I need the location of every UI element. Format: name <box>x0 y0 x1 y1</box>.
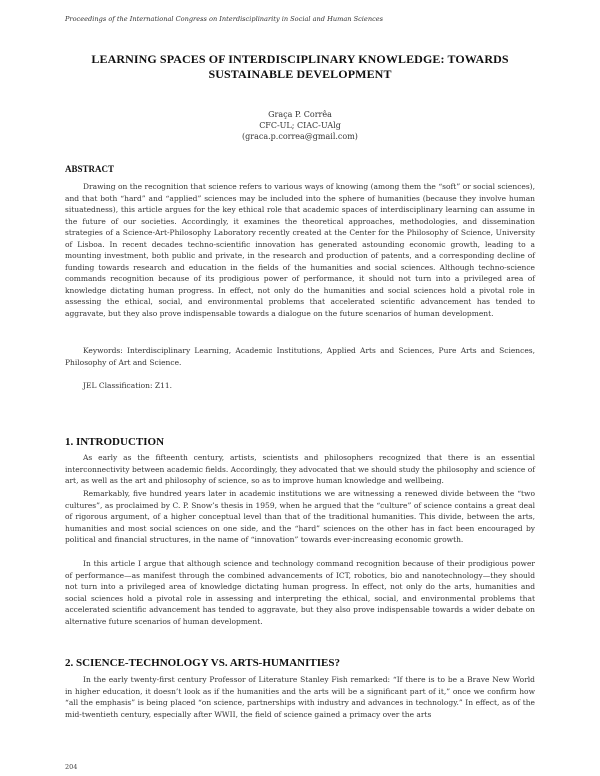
author-block <box>65 109 535 142</box>
running-head: Proceedings of the International Congress on Interdisciplinarity in Social and Human Sciences <box>65 15 384 23</box>
keywords: Keywords: Interdisciplinary Learning, Academic Institutions, Applied Arts and Sciences, Pure Arts and Sciences, Philosophy of Art and Science. <box>65 346 535 367</box>
author-affiliation: CFC-UL; CIAC-UAlg <box>259 121 341 130</box>
author-email: (graca.p.correa@gmail.com) <box>242 132 358 141</box>
paper-title <box>65 52 535 82</box>
title-line: LEARNING SPACES OF INTERDISCIPLINARY KNOWLEDGE: TOWARDS <box>91 52 509 66</box>
body-paragraph: In this article I argue that although science and technology command recognition because of their prodigious power of performance—as manifest through the combined advancements of ICT, robotics, bio and nanotechnology—they should not turn into a privileged area of knowledge dictating human progress. In effect, not only do the arts, humanities and social sciences hold a pivotal role in assessing and interpreting the ethical, social, and environmental problems that accelerated scientific advancement has tended to aggravate, but they also prove indispensable towards a wider debate on alternative future scenarios of human development. <box>65 559 535 626</box>
section-heading-introduction: 1. INTRODUCTION <box>65 436 165 448</box>
section-heading-science-technology: 2. SCIENCE-TECHNOLOGY VS. ARTS-HUMANITIES? <box>65 657 340 669</box>
body-paragraph: Remarkably, five hundred years later in academic institutions we are witnessing a renewed divide between the “two cultures”, as proclaimed by C. P. Snow’s thesis in 1959, when he argued that the “culture” of science contains a great deal of rigorous argument, of a higher conceptual level than that of the traditional humanities. This divide, between the arts, humanities and most social sciences on one side, and the “hard” sciences on the other has in fact been encouraged by political and financial structures, in the name of “innovation” towards ever-increasing economic growth. <box>65 489 535 544</box>
body-paragraph: In the early twenty-first century Professor of Literature Stanley Fish remarked: “If there is to be a Brave New World in higher education, it doesn’t look as if the humanities and the arts will be a significant part of it,” once we confirm how “all the emphasis” is being placed “on science, partnerships with industry and advances in technology.” In effect, as of the mid-twentieth century, especially after WWII, the field of science gained a primacy over the arts <box>65 675 535 719</box>
title-line: SUSTAINABLE DEVELOPMENT <box>208 67 392 81</box>
body-paragraph: As early as the fifteenth century, artists, scientists and philosophers recognized that there is an essential interconnectivity between academic fields. Accordingly, they advocated that we should study the philosophy and science of art, as well as the art and philosophy of science, so as to improve human knowledge and wellbeing. <box>65 453 535 485</box>
page-number: 204 <box>65 763 78 771</box>
jel-classification: JEL Classification: Z11. <box>83 381 173 390</box>
abstract-text: Drawing on the recognition that science refers to various ways of knowing (among them the “soft” or social sciences), and that both “hard” and “applied” sciences may be included into the sphere of humanities (because they involve human situatedness), this article argues for the key ethical role that academic spaces of interdisciplinary learning can assume in the future of our societies. Accordingly, it examines the theoretical approaches, methodologies, and dissemination strategies of a Science-Art-Philosophy Laboratory recently created at the Center for the Philosophy of Science, University of Lisboa. In recent decades techno-scientific innovation has generated astounding economic growth, leading to a mounting investment, both public and private, in the research and production of patents, and a corresponding decline of funding towards research and education in the fields of the humanities and social sciences. Although techno-science commands recognition because of its prodigious power of performance, it should not turn into a privileged area of knowledge dictating human progress. In effect, not only do the humanities and social sciences hold a pivotal role in assessing the ethical, social, and environmental problems that accelerated scientific advancement has tended to aggravate, but they also prove indispensable towards a dialogue on the future scenarios of human development. <box>65 182 535 318</box>
author-name: Graça P. Corrêa <box>268 110 332 119</box>
abstract-heading: ABSTRACT <box>65 164 115 174</box>
